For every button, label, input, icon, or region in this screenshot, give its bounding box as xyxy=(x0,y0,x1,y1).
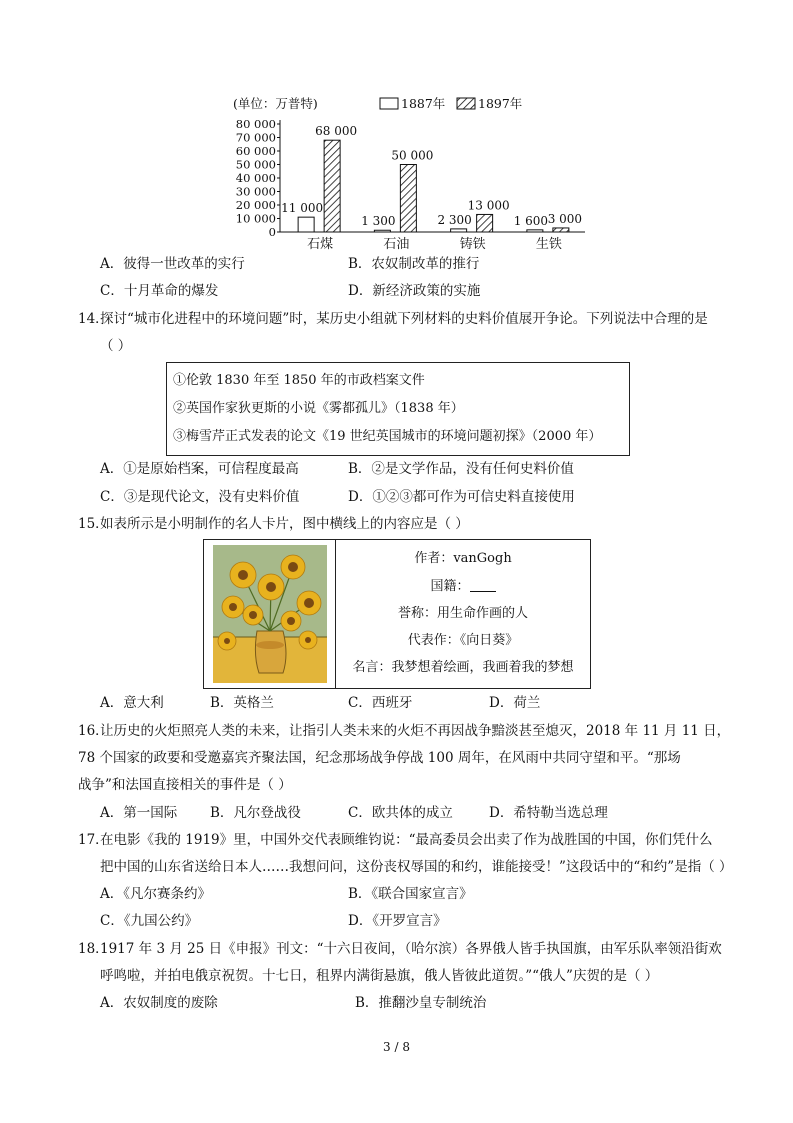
q16-option-d[interactable]: D．希特勒当选总理 xyxy=(489,805,608,821)
bar-value-label: 3 000 xyxy=(547,211,583,226)
bar-chart xyxy=(225,92,595,254)
legend-label-1887: 1887年 xyxy=(401,96,446,111)
q17-option-b[interactable]: B．《联合国家宣言》 xyxy=(348,886,473,902)
card-nationality xyxy=(336,575,590,594)
y-tick-label: 50 000 xyxy=(235,157,276,172)
bar-1887年-生铁 xyxy=(527,230,543,232)
q17-stem-line2: 把中国的山东省送给日本人……我想问问，这份丧权辱国的和约，谁能接受！”这段话中的“和约”是指（ ） xyxy=(100,859,733,875)
q14-option-d[interactable]: D．①②③都可作为可信史料直接使用 xyxy=(348,489,575,505)
card-quote: 名言：我梦想着绘画，我画着我的梦想 xyxy=(352,660,574,675)
y-tick-label: 0 xyxy=(268,225,276,239)
q18-stem-line2: 呼鸣啦，并拍电俄京祝贺。十七日，租界内满街悬旗，俄人皆彼此道贺。”“俄人”庆贺的是（ ） xyxy=(100,968,659,984)
bar-1897年-生铁 xyxy=(553,228,569,232)
q13-option-d[interactable]: D．新经济政策的实施 xyxy=(348,283,481,299)
q16-option-c[interactable]: C．欧共体的成立 xyxy=(348,805,453,821)
q17-option-c[interactable]: C．《九国公约》 xyxy=(100,913,199,929)
q16-stem-line1: 让历史的火炬照亮人类的未来，让指引人类未来的火炬不再因战争黯淡甚至熄灭，2018 年 11 月 11 日， xyxy=(100,723,731,739)
q18-number: 18． xyxy=(78,941,109,957)
q15-option-b[interactable]: B．英格兰 xyxy=(210,695,274,711)
bar-value-label: 11 000 xyxy=(281,201,324,216)
q14-option-b[interactable]: B．②是文学作品，没有任何史料价值 xyxy=(348,461,574,477)
card-work: 代表作：《向日葵》 xyxy=(407,633,519,648)
q17-number: 17． xyxy=(78,832,109,848)
q17-option-a[interactable]: A．《凡尔赛条约》 xyxy=(100,886,211,902)
bar-1897年-石煤 xyxy=(324,140,340,232)
q14-source-box xyxy=(166,362,630,456)
y-tick-label: 80 000 xyxy=(235,117,276,131)
bar-1887年-石煤 xyxy=(298,217,314,232)
q18-option-a[interactable]: A．农奴制度的废除 xyxy=(100,995,218,1011)
q14-option-c[interactable]: C．③是现代论文，没有史料价值 xyxy=(100,489,300,505)
q16-option-a[interactable]: A．第一国际 xyxy=(100,805,178,821)
celebrity-card xyxy=(203,539,591,689)
chart-unit-label: (单位：万普特) xyxy=(233,96,318,111)
sunflowers-painting xyxy=(213,545,327,683)
q14-source-1: ①伦敦 1830 年至 1850 年的市政档案文件 xyxy=(173,373,425,388)
bar-value-label: 1 600 xyxy=(513,213,549,228)
y-tick-label: 70 000 xyxy=(235,130,276,145)
bar-1887年-铸铁 xyxy=(451,229,467,232)
q16-stem-line3: 战争”和法国直接相关的事件是（ ） xyxy=(78,777,292,793)
q17-stem-line1: 在电影《我的 1919》里，中国外交代表顾维钧说：“最高委员会出卖了作为战胜国的中国，你们凭什么 xyxy=(100,832,713,848)
x-category-label: 生铁 xyxy=(535,237,562,252)
q14-stem-line1: 探讨“城市化进程中的环境问题”时，某历史小组就下列材料的史料价值展开争论。下列说法中合理的是 xyxy=(100,311,708,327)
q18-stem-line1: 1917 年 3 月 25 日《申报》刊文：“十六日夜间，（哈尔滨）各界俄人皆手执国旗，由军乐队率领沿街欢 xyxy=(100,941,722,957)
q14-option-a[interactable]: A．①是原始档案，可信程度最高 xyxy=(100,461,299,477)
legend-label-1897: 1897年 xyxy=(478,96,523,111)
nationality-blank xyxy=(470,579,496,592)
q13-option-a[interactable]: A．彼得一世改革的实行 xyxy=(100,256,245,272)
bar-1897年-铸铁 xyxy=(477,214,493,232)
q17-option-d[interactable]: D．《开罗宣言》 xyxy=(348,913,447,929)
bar-value-label: 13 000 xyxy=(467,198,510,213)
x-category-label: 石油 xyxy=(383,237,410,252)
card-author: 作者：vanGogh xyxy=(414,551,512,566)
q15-option-a[interactable]: A．意大利 xyxy=(100,695,164,711)
q14-source-3: ③梅雪芹正式发表的论文《19 世纪英国城市的环境问题初探》（2000 年） xyxy=(173,429,602,444)
x-category-label: 铸铁 xyxy=(459,237,486,252)
q15-option-c[interactable]: C．西班牙 xyxy=(348,695,413,711)
y-tick-label: 60 000 xyxy=(235,144,276,158)
q16-option-b[interactable]: B．凡尔登战役 xyxy=(210,805,301,821)
bar-value-label: 1 300 xyxy=(361,214,396,229)
q15-number: 15． xyxy=(78,516,109,532)
legend-swatch-1887 xyxy=(380,98,398,109)
bar-value-label: 50 000 xyxy=(391,148,434,163)
bar-value-label: 2 300 xyxy=(437,212,472,227)
q16-number: 16． xyxy=(78,723,109,739)
bar-value-label: 68 000 xyxy=(315,124,358,139)
q13-option-b[interactable]: B．农奴制改革的推行 xyxy=(348,256,480,272)
x-category-label: 石煤 xyxy=(307,237,334,252)
q14-number: 14． xyxy=(78,311,109,327)
page-number: 3 / 8 xyxy=(383,1040,410,1054)
q14-source-2: ②英国作家狄更斯的小说《雾都孤儿》（1838 年） xyxy=(173,401,464,416)
bar-1887年-石油 xyxy=(374,230,390,232)
q18-option-b[interactable]: B．推翻沙皇专制统治 xyxy=(355,995,487,1011)
y-tick-label: 40 000 xyxy=(235,171,276,185)
card-title: 誉称：用生命作画的人 xyxy=(397,606,528,621)
y-tick-label: 20 000 xyxy=(235,198,276,212)
q15-stem: 如表所示是小明制作的名人卡片，图中横线上的内容应是（ ） xyxy=(100,516,469,532)
q13-option-c[interactable]: C．十月革命的爆发 xyxy=(100,283,219,299)
y-tick-label: 10 000 xyxy=(235,211,276,226)
y-tick-label: 30 000 xyxy=(235,184,276,199)
q15-option-d[interactable]: D．荷兰 xyxy=(489,695,541,711)
card-nationality-label: 国籍： xyxy=(430,579,470,594)
bar-1897年-石油 xyxy=(400,165,416,233)
q16-stem-line2: 78 个国家的政要和受邀嘉宾齐聚法国，纪念那场战争停战 100 周年，在风雨中共同守望和平。“那场 xyxy=(78,750,681,766)
legend-swatch-1897 xyxy=(457,98,475,109)
q14-stem-line2: （ ） xyxy=(100,338,132,354)
